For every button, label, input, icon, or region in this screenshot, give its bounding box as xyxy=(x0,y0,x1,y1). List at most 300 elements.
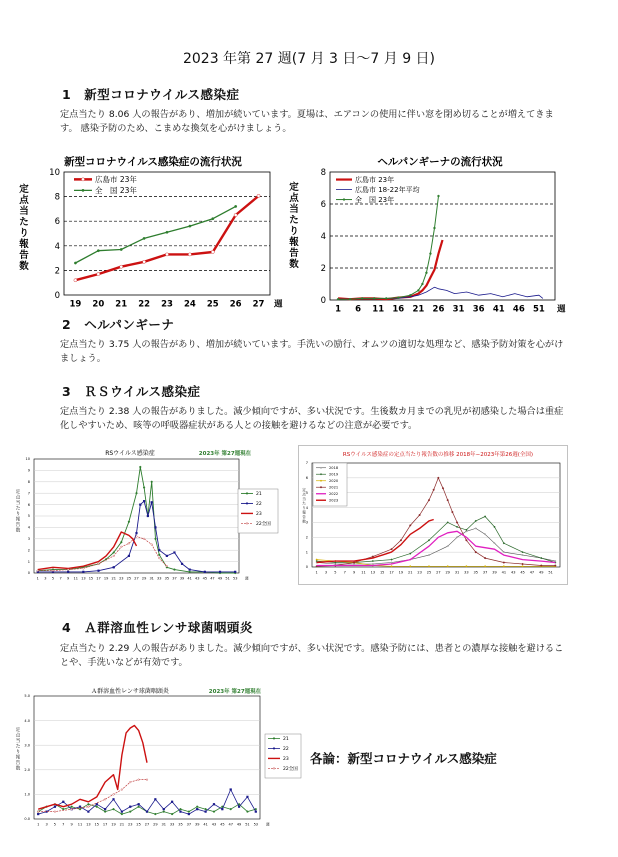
y-axis-label: 点 xyxy=(19,195,29,206)
y-axis-label: 報 xyxy=(15,755,21,761)
x-tick-label: 20 xyxy=(92,299,105,310)
data-point xyxy=(466,566,467,567)
data-point xyxy=(541,557,542,558)
y-axis-label: 告 xyxy=(15,523,21,528)
data-point xyxy=(391,548,393,550)
data-point xyxy=(74,262,76,264)
y-axis-label: 数 xyxy=(289,259,299,270)
legend-marker xyxy=(82,189,84,191)
x-tick-label: 31 xyxy=(161,822,166,827)
data-point xyxy=(230,808,232,810)
data-point xyxy=(522,563,524,565)
data-point xyxy=(120,248,122,250)
x-tick-label: 23 xyxy=(128,822,133,827)
y-axis-label: 告 xyxy=(19,250,29,261)
y-tick-label: 6 xyxy=(54,217,60,228)
data-point xyxy=(188,813,190,815)
data-point xyxy=(205,808,207,810)
x-tick-label: 35 xyxy=(178,822,183,827)
data-point xyxy=(213,803,215,805)
series-line-3 xyxy=(317,478,556,566)
data-point xyxy=(82,571,84,573)
data-point xyxy=(475,528,476,529)
y-axis-label: 報 xyxy=(289,237,299,248)
legend-label: 22 xyxy=(283,747,289,752)
x-tick-label: 35 xyxy=(164,576,170,581)
data-point xyxy=(166,555,168,557)
data-point xyxy=(121,813,123,815)
x-tick-label: 37 xyxy=(482,570,488,575)
x-tick-label: 25 xyxy=(136,822,141,827)
y-tick-label: 2 xyxy=(54,266,60,277)
x-tick-label: 25 xyxy=(206,299,219,310)
data-point xyxy=(337,298,339,300)
y-axis-label: り xyxy=(302,506,306,510)
data-point xyxy=(62,801,64,803)
y-tick-label: 0 xyxy=(305,565,308,570)
data-point xyxy=(171,801,173,803)
y-axis-label: た xyxy=(19,217,29,228)
x-tick-label: 37 xyxy=(172,576,177,581)
footer-heading: 各論：新型コロナウイルス感染症 xyxy=(310,751,497,766)
x-tick-label: 3 xyxy=(324,570,328,575)
data-point xyxy=(211,250,214,253)
data-point xyxy=(188,811,190,813)
data-point xyxy=(456,526,457,527)
x-tick-label: 36 xyxy=(472,304,485,315)
data-point xyxy=(79,806,81,808)
data-point xyxy=(155,538,157,540)
y-tick-label: 5 xyxy=(305,490,308,495)
data-point xyxy=(234,213,237,216)
x-tick-label: 43 xyxy=(211,822,217,827)
legend-label: 2022 xyxy=(329,492,339,496)
data-point xyxy=(475,520,476,521)
x-axis-label: 週 xyxy=(557,304,566,315)
data-point xyxy=(212,218,214,220)
x-tick-label: 1 xyxy=(335,304,341,315)
data-point xyxy=(447,546,448,547)
y-axis-label: 数 xyxy=(19,261,29,272)
y-tick-label: 4 xyxy=(305,505,308,510)
data-point xyxy=(353,562,355,564)
data-point xyxy=(146,779,148,781)
data-point xyxy=(466,531,467,532)
data-point xyxy=(391,562,392,563)
series-line-1 xyxy=(38,790,256,815)
y-axis-label: 当 xyxy=(15,739,21,744)
section-2-body: 定点当たり 3.75 人の報告があり、増加が続いています。手洗いの励行、オムツの適切な処理など、感染予防対策を心がけましょう。 xyxy=(60,339,564,364)
x-tick-label: 45 xyxy=(202,576,208,581)
data-point xyxy=(97,250,99,252)
data-point xyxy=(417,289,419,291)
data-point xyxy=(494,543,495,544)
data-point xyxy=(151,481,153,483)
x-tick-label: 22 xyxy=(138,299,151,310)
data-point xyxy=(400,539,402,541)
x-tick-label: 51 xyxy=(245,822,250,827)
y-tick-label: 6 xyxy=(27,502,30,507)
x-tick-label: 45 xyxy=(220,822,225,827)
legend-marker xyxy=(273,748,275,750)
x-tick-label: 33 xyxy=(157,576,162,581)
y-axis-label: た xyxy=(15,506,21,512)
data-point xyxy=(166,231,168,233)
x-tick-label: 47 xyxy=(529,570,535,575)
data-point xyxy=(555,560,556,561)
data-point xyxy=(466,539,468,541)
x-tick-label: 17 xyxy=(96,576,101,581)
x-tick-label: 19 xyxy=(103,576,109,581)
y-tick-label: 4 xyxy=(320,231,326,242)
data-point xyxy=(428,566,429,567)
y-tick-label: 6 xyxy=(320,199,326,210)
x-tick-label: 31 xyxy=(149,576,154,581)
data-point xyxy=(154,798,156,800)
data-point xyxy=(143,237,145,239)
x-tick-label: 41 xyxy=(501,570,507,575)
data-point xyxy=(522,566,523,567)
y-axis-label: 定 xyxy=(302,488,306,492)
y-tick-label: 3 xyxy=(305,520,308,525)
x-tick-label: 51 xyxy=(225,576,230,581)
data-point xyxy=(213,811,215,813)
data-point xyxy=(238,806,240,808)
y-axis-label: り xyxy=(19,228,29,239)
section-3-heading: 3 ＲＳウイルス感染症 xyxy=(62,384,201,399)
legend-marker xyxy=(273,768,275,770)
data-point xyxy=(230,789,232,791)
data-point xyxy=(166,565,168,567)
y-tick-label: 6 xyxy=(305,476,308,481)
legend-label: 2019 xyxy=(329,472,339,477)
x-tick-label: 1 xyxy=(315,570,318,575)
data-point xyxy=(128,555,130,557)
data-point xyxy=(522,555,523,556)
data-point xyxy=(503,543,504,544)
data-point xyxy=(316,560,317,561)
x-tick-label: 13 xyxy=(370,570,376,575)
series-line-0 xyxy=(38,467,235,573)
data-point xyxy=(143,500,145,502)
x-tick-label: 16 xyxy=(392,304,405,315)
x-tick-label: 21 xyxy=(111,576,116,581)
y-tick-label: 8 xyxy=(54,192,60,203)
section-3-body: 定点当たり 2.38 人の報告がありました。減少傾向ですが、多い状況です。生後数カ月までの乳児が初感染した場合は重症化しやすいため、咳等の呼吸器症状がある人との接触を避けるなどの注意が必要です。 xyxy=(60,406,564,431)
data-point xyxy=(136,536,138,538)
x-tick-label: 46 xyxy=(512,304,525,315)
x-tick-label: 19 xyxy=(69,299,82,310)
data-point xyxy=(409,294,411,296)
data-point xyxy=(98,563,100,565)
data-point xyxy=(540,565,542,567)
x-tick-label: 7 xyxy=(59,576,62,581)
data-point xyxy=(410,553,411,554)
x-tick-label: 39 xyxy=(179,576,185,581)
legend-marker xyxy=(81,178,84,181)
data-point xyxy=(425,272,427,274)
x-tick-label: 27 xyxy=(436,570,441,575)
data-point xyxy=(52,570,54,572)
x-tick-label: 41 xyxy=(203,822,208,827)
data-point xyxy=(391,566,392,567)
data-point xyxy=(428,555,429,556)
legend-label: 広島市 23年 xyxy=(355,176,395,184)
rs-hiroshima-chart xyxy=(10,445,285,585)
y-tick-label: 4.0 xyxy=(24,718,30,723)
y-tick-label: 9 xyxy=(27,468,30,473)
x-tick-label: 25 xyxy=(126,576,132,581)
data-point xyxy=(74,279,77,282)
x-tick-label: 51 xyxy=(533,304,545,315)
y-axis-label: 報 xyxy=(15,517,21,523)
y-tick-label: 0 xyxy=(320,295,326,306)
x-tick-label: 49 xyxy=(539,570,544,575)
series-line-3 xyxy=(38,537,167,571)
data-point xyxy=(372,556,374,558)
x-tick-label: 21 xyxy=(408,570,413,575)
data-point xyxy=(419,514,421,516)
data-point xyxy=(37,813,39,815)
x-tick-label: 39 xyxy=(492,570,497,575)
legend-label: 2018 xyxy=(329,466,339,470)
y-axis-label: 点 xyxy=(302,492,306,497)
y-tick-label: 10 xyxy=(25,457,30,462)
x-tick-label: 23 xyxy=(417,570,422,575)
data-point xyxy=(158,557,160,559)
data-point xyxy=(158,554,160,556)
data-point xyxy=(136,532,138,534)
x-tick-label: 19 xyxy=(398,570,404,575)
x-tick-label: 27 xyxy=(252,299,265,310)
x-tick-label: 27 xyxy=(144,822,150,827)
chart-title: 新型コロナウイルス感染症の流行状況 xyxy=(64,156,242,168)
data-point xyxy=(79,808,81,810)
data-point xyxy=(391,559,392,560)
y-axis-label: り xyxy=(15,512,21,517)
data-point xyxy=(96,806,98,808)
data-point xyxy=(54,806,56,808)
data-point xyxy=(247,796,249,798)
y-tick-label: 8 xyxy=(27,480,30,485)
series-line-2 xyxy=(38,726,147,810)
data-point xyxy=(165,253,168,256)
data-point xyxy=(205,811,207,813)
data-point xyxy=(494,526,495,527)
chart-title: RSウイルス感染症の定点当たり報告数の推移 2018年−2023年第26週(全国) xyxy=(342,452,534,458)
x-tick-label: 23 xyxy=(119,576,124,581)
data-point xyxy=(349,298,351,300)
section-2-heading: 2 ヘルパンギーナ xyxy=(62,317,175,332)
data-point xyxy=(143,487,145,489)
y-axis-label: 報 xyxy=(19,239,29,250)
data-point xyxy=(196,806,198,808)
data-point xyxy=(146,811,148,813)
data-point xyxy=(171,813,173,815)
herpangina-chart xyxy=(280,150,618,320)
data-point xyxy=(485,534,486,535)
legend-label: 22全国 xyxy=(256,522,271,527)
chart-title: Ａ群溶血性レンサ球菌咽頭炎 xyxy=(91,688,169,695)
y-axis-label: 当 xyxy=(15,501,21,506)
data-point xyxy=(155,527,157,529)
data-point xyxy=(335,562,336,563)
y-axis-label: 告 xyxy=(289,248,299,259)
y-axis-label: た xyxy=(289,215,299,226)
data-point xyxy=(247,811,249,813)
data-point xyxy=(104,811,106,813)
data-point xyxy=(385,297,387,299)
y-tick-label: 0 xyxy=(27,571,30,576)
chart-subtitle: 2023年 第27週現在 xyxy=(198,451,252,457)
y-axis-label: 定 xyxy=(15,490,21,495)
data-point xyxy=(428,540,429,541)
legend-label: 2020 xyxy=(329,479,339,483)
data-point xyxy=(138,803,140,805)
data-point xyxy=(428,499,430,501)
x-tick-label: 43 xyxy=(510,570,516,575)
data-point xyxy=(143,538,145,540)
y-axis-label: り xyxy=(15,750,21,755)
data-point xyxy=(522,551,523,552)
data-point xyxy=(174,569,176,571)
x-tick-label: 5 xyxy=(53,822,57,827)
data-point xyxy=(335,563,336,564)
y-tick-label: 2 xyxy=(305,535,308,540)
legend-label: 22全国 xyxy=(283,767,298,772)
data-point xyxy=(452,511,454,513)
y-tick-label: 7 xyxy=(27,491,30,496)
y-axis-label: 当 xyxy=(19,206,29,217)
x-tick-label: 7 xyxy=(343,570,346,575)
data-point xyxy=(484,566,485,567)
x-tick-label: 27 xyxy=(134,576,139,581)
data-point xyxy=(437,195,439,197)
legend-marker xyxy=(320,486,322,488)
x-tick-label: 41 xyxy=(187,576,192,581)
y-tick-label: 1.0 xyxy=(24,792,30,797)
y-tick-label: 5 xyxy=(27,514,30,519)
series-line-4 xyxy=(317,531,556,565)
data-point xyxy=(433,489,435,491)
y-tick-label: 3 xyxy=(27,537,30,542)
data-point xyxy=(113,552,115,554)
data-point xyxy=(120,541,122,543)
data-point xyxy=(503,562,505,564)
data-point xyxy=(456,522,458,524)
data-point xyxy=(361,297,363,299)
data-point xyxy=(139,466,141,468)
data-point xyxy=(555,565,557,567)
y-axis-label: 定 xyxy=(289,182,299,193)
data-point xyxy=(97,272,100,275)
x-tick-label: 43 xyxy=(195,576,200,581)
data-point xyxy=(372,563,373,564)
x-tick-label: 23 xyxy=(161,299,173,310)
legend-label: 全 国 23年 xyxy=(95,186,137,195)
chart-subtitle: 2023年 第27週現在 xyxy=(208,689,262,695)
y-tick-label: 4 xyxy=(54,241,60,252)
data-point xyxy=(316,559,317,560)
y-tick-label: 1 xyxy=(27,559,30,564)
legend-marker xyxy=(246,503,248,505)
data-point xyxy=(189,225,191,227)
data-point xyxy=(88,806,90,808)
x-tick-label: 11 xyxy=(372,304,385,315)
section-4-heading: 4 Ａ群溶血性レンサ球菌咽頭炎 xyxy=(62,620,253,635)
x-tick-label: 24 xyxy=(183,299,196,310)
y-tick-label: 2 xyxy=(320,263,326,274)
data-point xyxy=(151,544,153,546)
x-tick-label: 15 xyxy=(379,570,385,575)
x-tick-label: 41 xyxy=(492,304,505,315)
covid-chart xyxy=(0,150,300,315)
x-tick-label: 51 xyxy=(548,570,553,575)
data-point xyxy=(104,808,106,810)
y-tick-label: 5.0 xyxy=(24,694,30,699)
data-point xyxy=(67,571,69,573)
data-point xyxy=(71,806,73,808)
data-point xyxy=(120,265,123,268)
legend-label: 全 国 23年 xyxy=(355,196,395,204)
x-tick-label: 39 xyxy=(194,822,200,827)
y-axis-label: 当 xyxy=(289,204,299,215)
y-axis-label: 数 xyxy=(15,528,21,534)
data-point xyxy=(138,779,140,781)
data-point xyxy=(147,515,149,517)
data-point xyxy=(121,546,123,548)
x-tick-label: 21 xyxy=(412,304,425,315)
legend-label: 23 xyxy=(283,757,289,762)
data-point xyxy=(158,549,160,551)
data-point xyxy=(98,570,100,572)
x-tick-label: 13 xyxy=(86,822,91,827)
data-point xyxy=(151,501,153,503)
data-point xyxy=(181,563,183,565)
legend-marker xyxy=(343,199,345,201)
data-point xyxy=(143,260,146,263)
x-tick-label: 19 xyxy=(111,822,116,827)
data-point xyxy=(196,808,198,810)
y-axis-label: 告 xyxy=(302,515,306,519)
y-axis-label: り xyxy=(289,226,299,237)
data-point xyxy=(397,297,399,299)
data-point xyxy=(54,811,56,813)
data-point xyxy=(484,516,485,517)
x-tick-label: 29 xyxy=(445,570,450,575)
series-line-2 xyxy=(38,532,137,570)
gas-chart xyxy=(10,683,305,833)
legend-label: 2023 xyxy=(329,498,339,503)
x-tick-label: 11 xyxy=(361,570,366,575)
data-point xyxy=(466,529,467,530)
y-axis-label: 定 xyxy=(19,184,29,195)
data-point xyxy=(354,563,355,564)
data-point xyxy=(128,543,130,545)
x-tick-label: 31 xyxy=(454,570,460,575)
x-tick-label: 45 xyxy=(520,570,525,575)
data-point xyxy=(433,227,435,229)
x-tick-label: 49 xyxy=(236,822,242,827)
page-title: 2023 年第 27 週(7 月 3 日～7 月 9 日) xyxy=(182,51,436,67)
x-tick-label: 29 xyxy=(141,576,147,581)
x-tick-label: 9 xyxy=(352,570,356,575)
data-point xyxy=(71,808,73,810)
x-tick-label: 9 xyxy=(70,822,73,827)
x-tick-label: 15 xyxy=(88,576,94,581)
x-tick-label: 21 xyxy=(119,822,125,827)
y-tick-label: 8 xyxy=(320,167,326,178)
